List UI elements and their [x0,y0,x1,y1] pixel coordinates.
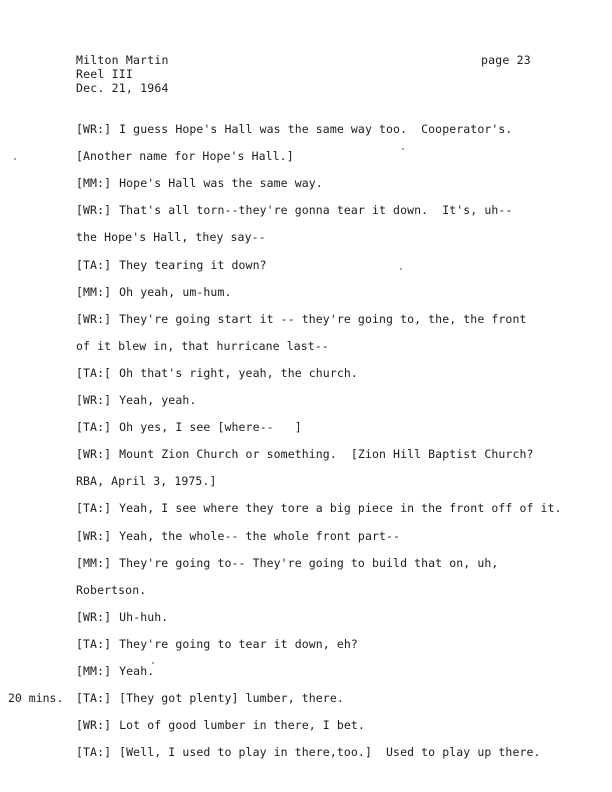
line-text: They tearing it down? [119,258,267,272]
line-text: Uh-huh. [119,610,169,624]
header-date: Dec. 21, 1964 [76,81,169,95]
speaker-tag: [TA:] [76,637,112,651]
scan-speck [152,662,154,664]
line-text: Oh yeah, um-hum. [119,285,232,299]
speaker-tag: [TA:] [76,691,112,705]
speaker-tag: [TA:] [76,420,112,434]
page-number: page 23 [481,53,531,67]
speaker-tag: [MM:] [76,176,112,190]
speaker-tag: [MM:] [76,664,112,678]
line-text: Oh that's right, yeah, the church. [119,366,358,380]
speaker-tag: [WR:] [76,393,112,407]
transcript-line [76,529,400,543]
header-name: Milton Martin [76,53,169,67]
transcript-line [76,691,344,705]
line-text: They're going start it -- they're going to, the, the front [119,312,527,326]
speaker-tag: [MM:] [76,285,112,299]
line-text: Yeah, yeah. [119,393,197,407]
transcript-line [76,610,168,624]
speaker-tag: [WR:] [76,529,112,543]
transcript-line [76,556,498,570]
line-text: [Well, I used to play in there,too.] Used to play up there. [119,745,541,759]
transcript-line [76,420,302,434]
line-text: That's all torn--they're gonna tear it down. It's, uh-- [119,203,513,217]
line-text: Robertson. [76,583,147,597]
transcript-line [76,745,541,759]
line-text: Hope's Hall was the same way. [119,176,323,190]
transcript-line [76,718,365,732]
line-text: Yeah. [119,664,155,678]
transcript-line [76,474,216,488]
header-reel: Reel III [76,67,133,81]
transcript-line [76,339,329,353]
line-text: Lot of good lumber in there, I bet. [119,718,365,732]
line-text: of it blew in, that hurricane last-- [76,339,329,353]
line-text: [They got plenty] lumber, there. [119,691,344,705]
line-text: I guess Hope's Hall was the same way too. Cooperator's. [119,122,513,136]
speaker-tag: [WR:] [76,203,112,217]
transcript-line [76,176,323,190]
line-text: the Hope's Hall, they say-- [76,230,266,244]
scan-speck [402,148,404,150]
line-text: They're going to-- They're going to build that on, uh, [119,556,499,570]
transcript-line [76,312,527,326]
line-text: Yeah, I see where they tore a big piece in the front off of it. [119,501,562,515]
line-text: Mount Zion Church or something. [Zion Hill Baptist Church? [119,447,534,461]
line-text: Yeah, the whole-- the whole front part-- [119,529,401,543]
line-text: They're going to tear it down, eh? [119,637,358,651]
line-text: Oh yes, I see [where-- ] [119,420,302,434]
transcript-line [76,230,266,244]
transcript-line [76,664,154,678]
transcript-line [76,122,512,136]
transcript-line [76,393,196,407]
speaker-tag: [MM:] [76,556,112,570]
transcript-line [76,366,358,380]
speaker-tag: [TA:] [76,501,112,515]
speaker-tag: [TA:] [76,258,112,272]
speaker-tag: [TA:[ [76,366,112,380]
transcript-line [76,258,267,272]
transcript-line [76,501,562,515]
speaker-tag: [WR:] [76,610,112,624]
speaker-tag: [WR:] [76,447,112,461]
speaker-tag: [WR:] [76,312,112,326]
transcript-line [76,447,534,461]
speaker-tag: [WR:] [76,122,112,136]
transcript-line [76,285,232,299]
scan-speck [14,158,16,160]
margin-timestamp: 20 mins. [8,691,64,705]
transcript-line [76,637,358,651]
speaker-tag: [WR:] [76,718,112,732]
transcript-line [76,583,146,597]
speaker-tag: [TA:] [76,745,112,759]
transcript-line [76,203,512,217]
transcript-line [76,149,294,163]
line-text: [Another name for Hope's Hall.] [76,149,294,163]
scan-speck [400,268,402,270]
line-text: RBA, April 3, 1975.] [76,474,217,488]
